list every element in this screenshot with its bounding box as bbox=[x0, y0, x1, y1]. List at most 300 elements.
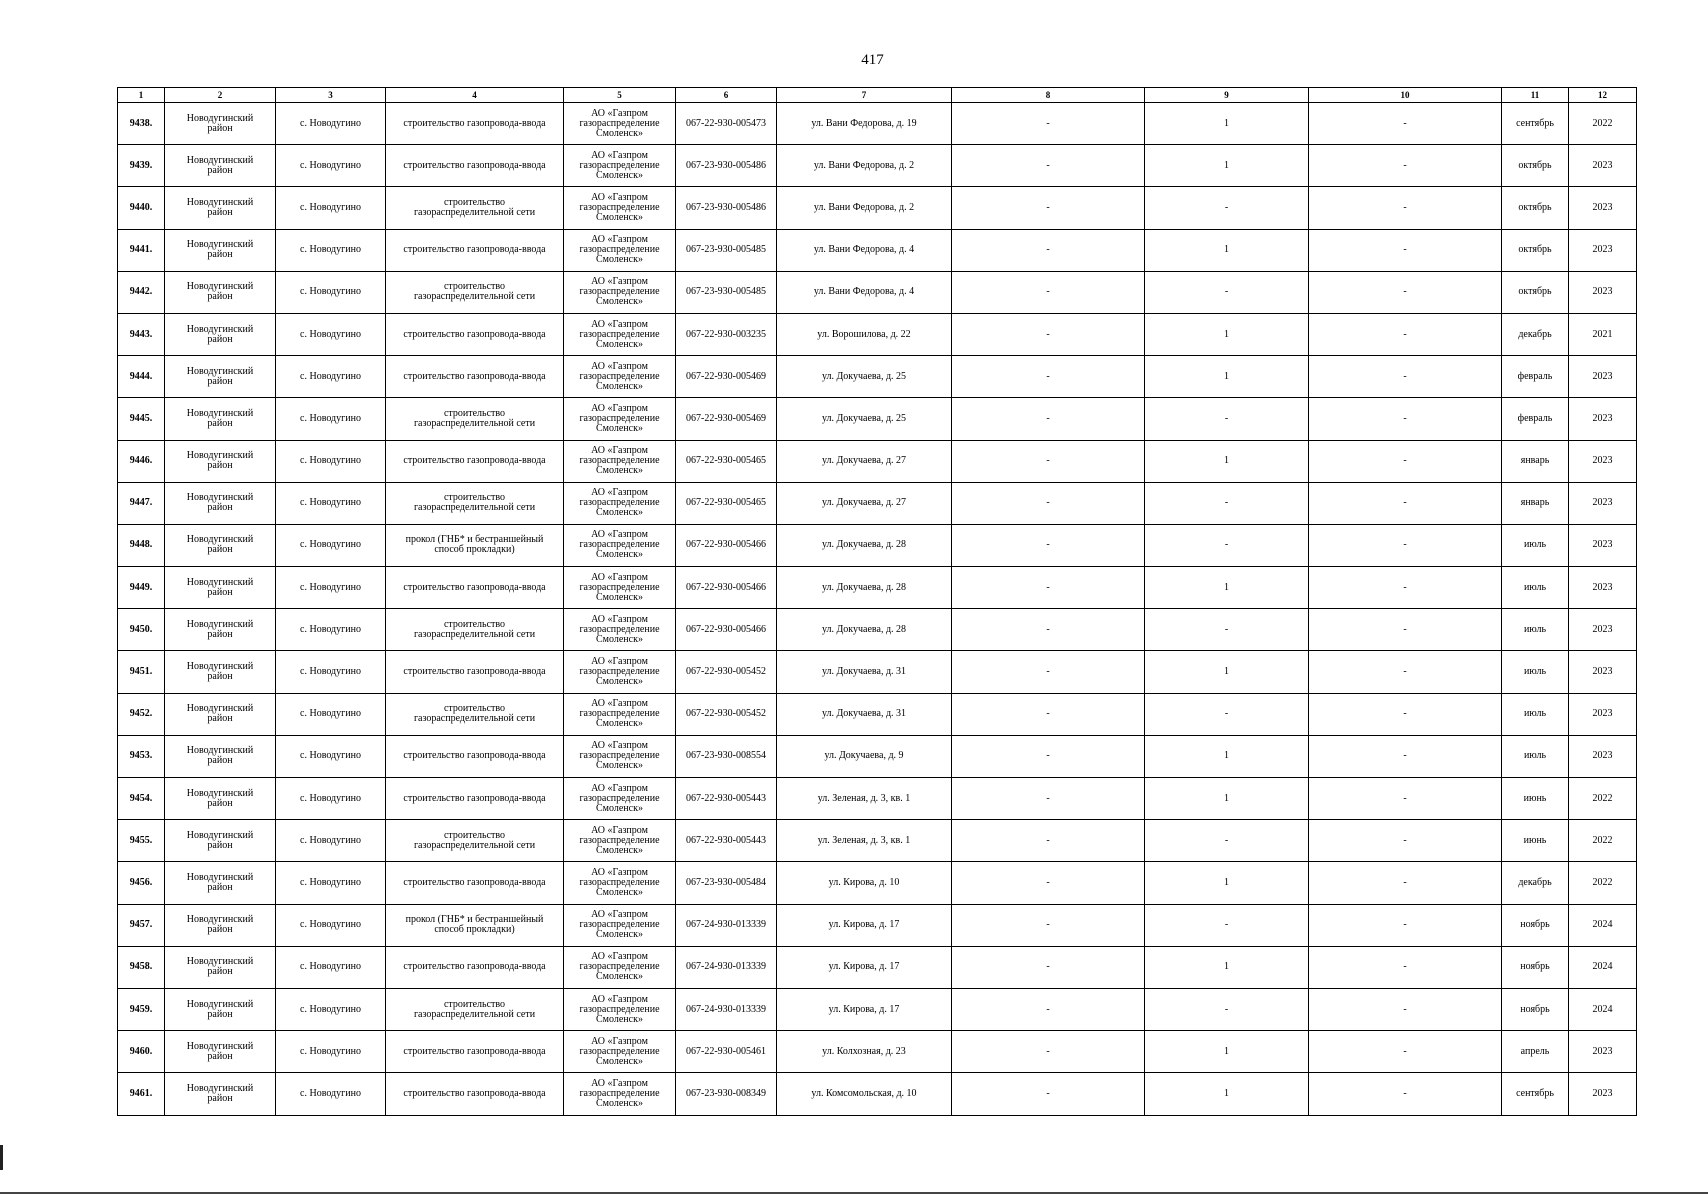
column-9-cell: - bbox=[1145, 693, 1309, 735]
work-type-cell bbox=[386, 567, 564, 609]
district-cell-line: Новодугинский bbox=[186, 407, 254, 419]
column-8-cell: - bbox=[952, 356, 1145, 398]
address-cell: ул. Вани Федорова, д. 4 bbox=[777, 271, 952, 313]
work-type-cell-line: газораспределительной сети bbox=[413, 1008, 536, 1020]
table-row bbox=[118, 356, 1637, 398]
work-type-cell bbox=[386, 1031, 564, 1073]
district-cell-line: Новодугинский bbox=[186, 787, 254, 799]
district-cell-line: район bbox=[207, 755, 233, 767]
registration-code-cell: 067-24-930-013339 bbox=[676, 988, 777, 1030]
table-row bbox=[118, 271, 1637, 313]
year-cell: 2023 bbox=[1569, 271, 1637, 313]
registration-code-cell: 067-22-930-005466 bbox=[676, 524, 777, 566]
registration-code-cell: 067-22-930-005466 bbox=[676, 567, 777, 609]
year-cell: 2023 bbox=[1569, 524, 1637, 566]
table-row bbox=[118, 1073, 1637, 1115]
column-10-cell: - bbox=[1309, 145, 1502, 187]
work-type-cell-line: строительство газопровода-ввода bbox=[403, 244, 546, 256]
registration-code-cell: 067-23-930-005486 bbox=[676, 145, 777, 187]
address-cell: ул. Докучаева, д. 25 bbox=[777, 398, 952, 440]
year-cell: 2023 bbox=[1569, 1073, 1637, 1115]
organization-cell bbox=[564, 693, 676, 735]
table-row bbox=[118, 187, 1637, 229]
district-cell-line: район bbox=[207, 1008, 233, 1020]
column-9-cell: 1 bbox=[1145, 1031, 1309, 1073]
column-10-cell: - bbox=[1309, 440, 1502, 482]
month-cell: апрель bbox=[1502, 1031, 1569, 1073]
table-row bbox=[118, 778, 1637, 820]
row-number: 9459. bbox=[118, 988, 165, 1030]
organization-cell bbox=[564, 820, 676, 862]
organization-cell-line: Смоленск» bbox=[596, 1055, 643, 1067]
work-type-cell-line: строительство bbox=[443, 407, 506, 419]
registration-code-cell: 067-22-930-005461 bbox=[676, 1031, 777, 1073]
month-cell: октябрь bbox=[1502, 271, 1569, 313]
row-number: 9453. bbox=[118, 735, 165, 777]
year-cell: 2023 bbox=[1569, 356, 1637, 398]
address-cell: ул. Докучаева, д. 25 bbox=[777, 356, 952, 398]
column-9-cell: 1 bbox=[1145, 103, 1309, 145]
organization-cell-line: газораспределение bbox=[579, 1045, 660, 1057]
work-type-cell bbox=[386, 103, 564, 145]
column-8-cell: - bbox=[952, 187, 1145, 229]
year-cell: 2023 bbox=[1569, 187, 1637, 229]
locality-cell: с. Новодугино bbox=[276, 693, 386, 735]
work-type-cell bbox=[386, 1073, 564, 1115]
organization-cell-line: газораспределение bbox=[579, 876, 660, 888]
year-cell: 2024 bbox=[1569, 988, 1637, 1030]
column-9-cell: 1 bbox=[1145, 313, 1309, 355]
district-cell bbox=[165, 1073, 276, 1115]
column-header-9: 9 bbox=[1145, 88, 1309, 103]
column-header-10: 10 bbox=[1309, 88, 1502, 103]
organization-cell-line: газораспределение bbox=[579, 244, 660, 256]
organization-cell-line: газораспределение bbox=[579, 1087, 660, 1099]
month-cell: июль bbox=[1502, 524, 1569, 566]
column-10-cell: - bbox=[1309, 271, 1502, 313]
organization-cell-line: газораспределение bbox=[579, 497, 660, 509]
district-cell bbox=[165, 693, 276, 735]
year-cell: 2023 bbox=[1569, 145, 1637, 187]
address-cell: ул. Докучаева, д. 31 bbox=[777, 651, 952, 693]
work-type-cell-line: прокол (ГНБ* и бестраншейный bbox=[405, 914, 544, 926]
column-10-cell: - bbox=[1309, 946, 1502, 988]
organization-cell-line: Смоленск» bbox=[596, 802, 643, 814]
scan-mark bbox=[0, 1145, 3, 1170]
district-cell-line: Новодугинский bbox=[186, 239, 254, 251]
district-cell bbox=[165, 482, 276, 524]
row-number: 9445. bbox=[118, 398, 165, 440]
month-cell: январь bbox=[1502, 440, 1569, 482]
organization-cell bbox=[564, 609, 676, 651]
column-header-4: 4 bbox=[386, 88, 564, 103]
locality-cell: с. Новодугино bbox=[276, 271, 386, 313]
column-10-cell: - bbox=[1309, 187, 1502, 229]
column-9-cell: 1 bbox=[1145, 778, 1309, 820]
organization-cell-line: газораспределение bbox=[579, 539, 660, 551]
locality-cell: с. Новодугино bbox=[276, 1073, 386, 1115]
column-10-cell: - bbox=[1309, 693, 1502, 735]
column-8-cell: - bbox=[952, 778, 1145, 820]
work-type-cell-line: строительство газопровода-ввода bbox=[403, 876, 546, 888]
column-9-cell: - bbox=[1145, 187, 1309, 229]
locality-cell: с. Новодугино bbox=[276, 103, 386, 145]
organization-cell-line: АО «Газпром bbox=[591, 824, 648, 836]
registration-code-cell: 067-23-930-005485 bbox=[676, 271, 777, 313]
district-cell bbox=[165, 271, 276, 313]
work-type-cell bbox=[386, 271, 564, 313]
district-cell-line: район bbox=[207, 1092, 233, 1104]
organization-cell-line: АО «Газпром bbox=[591, 191, 648, 203]
column-header-5: 5 bbox=[564, 88, 676, 103]
work-type-cell-line: строительство bbox=[443, 829, 506, 841]
registration-code-cell: 067-22-930-005452 bbox=[676, 693, 777, 735]
column-header-7: 7 bbox=[777, 88, 952, 103]
district-cell-line: район bbox=[207, 797, 233, 809]
organization-cell-line: АО «Газпром bbox=[591, 487, 648, 499]
column-9-cell: 1 bbox=[1145, 862, 1309, 904]
district-cell-line: район bbox=[207, 628, 233, 640]
column-10-cell: - bbox=[1309, 313, 1502, 355]
organization-cell-line: газораспределение bbox=[579, 328, 660, 340]
district-cell bbox=[165, 103, 276, 145]
organization-cell bbox=[564, 1073, 676, 1115]
locality-cell: с. Новодугино bbox=[276, 946, 386, 988]
table-row bbox=[118, 609, 1637, 651]
work-type-cell-line: строительство газопровода-ввода bbox=[403, 961, 546, 973]
organization-cell bbox=[564, 1031, 676, 1073]
month-cell: июль bbox=[1502, 651, 1569, 693]
work-type-cell bbox=[386, 524, 564, 566]
column-8-cell: - bbox=[952, 1073, 1145, 1115]
locality-cell: с. Новодугино bbox=[276, 1031, 386, 1073]
organization-cell-line: Смоленск» bbox=[596, 1097, 643, 1109]
district-cell bbox=[165, 778, 276, 820]
organization-cell-line: газораспределение bbox=[579, 708, 660, 720]
organization-cell bbox=[564, 524, 676, 566]
organization-cell bbox=[564, 313, 676, 355]
table-row bbox=[118, 904, 1637, 946]
table-row bbox=[118, 693, 1637, 735]
column-9-cell: - bbox=[1145, 398, 1309, 440]
address-cell: ул. Ворошилова, д. 22 bbox=[777, 313, 952, 355]
column-9-cell: 1 bbox=[1145, 145, 1309, 187]
column-10-cell: - bbox=[1309, 820, 1502, 862]
work-type-cell-line: строительство газопровода-ввода bbox=[403, 117, 546, 129]
table-row bbox=[118, 567, 1637, 609]
table-row bbox=[118, 1031, 1637, 1073]
row-number: 9439. bbox=[118, 145, 165, 187]
work-type-cell bbox=[386, 145, 564, 187]
organization-cell-line: газораспределение bbox=[579, 834, 660, 846]
district-cell-line: район bbox=[207, 206, 233, 218]
district-cell bbox=[165, 145, 276, 187]
district-cell bbox=[165, 567, 276, 609]
year-cell: 2023 bbox=[1569, 609, 1637, 651]
district-cell-line: Новодугинский bbox=[186, 450, 254, 462]
organization-cell-line: Смоленск» bbox=[596, 549, 643, 561]
organization-cell-line: АО «Газпром bbox=[591, 1035, 648, 1047]
organization-cell-line: газораспределение bbox=[579, 961, 660, 973]
year-cell: 2024 bbox=[1569, 946, 1637, 988]
month-cell: сентябрь bbox=[1502, 1073, 1569, 1115]
work-type-cell-line: прокол (ГНБ* и бестраншейный bbox=[405, 534, 544, 546]
work-type-cell-line: строительство газопровода-ввода bbox=[403, 750, 546, 762]
organization-cell-line: газораспределение bbox=[579, 666, 660, 678]
district-cell bbox=[165, 1031, 276, 1073]
organization-cell bbox=[564, 946, 676, 988]
address-cell: ул. Докучаева, д. 27 bbox=[777, 482, 952, 524]
organization-cell-line: Смоленск» bbox=[596, 760, 643, 772]
work-type-cell-line: строительство газопровода-ввода bbox=[403, 792, 546, 804]
work-type-cell bbox=[386, 946, 564, 988]
district-cell bbox=[165, 988, 276, 1030]
table-row bbox=[118, 946, 1637, 988]
row-number: 9441. bbox=[118, 229, 165, 271]
column-8-cell: - bbox=[952, 398, 1145, 440]
organization-cell-line: газораспределение bbox=[579, 792, 660, 804]
organization-cell-line: газораспределение bbox=[579, 286, 660, 298]
organization-cell-line: газораспределение bbox=[579, 370, 660, 382]
work-type-cell-line: газораспределительной сети bbox=[413, 291, 536, 303]
work-type-cell-line: строительство bbox=[443, 618, 506, 630]
organization-cell-line: газораспределение bbox=[579, 750, 660, 762]
column-10-cell: - bbox=[1309, 862, 1502, 904]
column-number-row bbox=[118, 88, 1637, 103]
organization-cell bbox=[564, 735, 676, 777]
row-number: 9457. bbox=[118, 904, 165, 946]
work-type-cell bbox=[386, 988, 564, 1030]
work-type-cell bbox=[386, 482, 564, 524]
registration-code-cell: 067-22-930-005466 bbox=[676, 609, 777, 651]
address-cell: ул. Колхозная, д. 23 bbox=[777, 1031, 952, 1073]
organization-cell-line: Смоленск» bbox=[596, 254, 643, 266]
column-9-cell: 1 bbox=[1145, 229, 1309, 271]
row-number: 9446. bbox=[118, 440, 165, 482]
work-type-cell bbox=[386, 356, 564, 398]
locality-cell: с. Новодугино bbox=[276, 651, 386, 693]
row-number: 9460. bbox=[118, 1031, 165, 1073]
district-cell-line: Новодугинский bbox=[186, 703, 254, 715]
year-cell: 2022 bbox=[1569, 820, 1637, 862]
column-8-cell: - bbox=[952, 524, 1145, 566]
registration-code-cell: 067-22-930-005443 bbox=[676, 820, 777, 862]
registration-code-cell: 067-23-930-005486 bbox=[676, 187, 777, 229]
district-cell bbox=[165, 440, 276, 482]
row-number: 9458. bbox=[118, 946, 165, 988]
work-type-cell-line: строительство bbox=[443, 492, 506, 504]
work-type-cell bbox=[386, 904, 564, 946]
table-row bbox=[118, 440, 1637, 482]
organization-cell bbox=[564, 398, 676, 440]
district-cell-line: район bbox=[207, 375, 233, 387]
district-cell-line: Новодугинский bbox=[186, 998, 254, 1010]
organization-cell-line: АО «Газпром bbox=[591, 149, 648, 161]
work-type-cell bbox=[386, 398, 564, 440]
locality-cell: с. Новодугино bbox=[276, 229, 386, 271]
district-cell-line: Новодугинский bbox=[186, 576, 254, 588]
locality-cell: с. Новодугино bbox=[276, 988, 386, 1030]
district-cell-line: район bbox=[207, 881, 233, 893]
table-row bbox=[118, 862, 1637, 904]
column-8-cell: - bbox=[952, 651, 1145, 693]
district-cell-line: Новодугинский bbox=[186, 914, 254, 926]
column-9-cell: - bbox=[1145, 904, 1309, 946]
table-row bbox=[118, 524, 1637, 566]
organization-cell-line: Смоленск» bbox=[596, 886, 643, 898]
organization-cell-line: АО «Газпром bbox=[591, 1077, 648, 1089]
organization-cell-line: газораспределение bbox=[579, 412, 660, 424]
column-9-cell: - bbox=[1145, 524, 1309, 566]
month-cell: июнь bbox=[1502, 820, 1569, 862]
address-cell: ул. Вани Федорова, д. 2 bbox=[777, 187, 952, 229]
locality-cell: с. Новодугино bbox=[276, 440, 386, 482]
column-8-cell: - bbox=[952, 567, 1145, 609]
column-9-cell: 1 bbox=[1145, 567, 1309, 609]
month-cell: февраль bbox=[1502, 356, 1569, 398]
district-cell-line: район bbox=[207, 502, 233, 514]
year-cell: 2022 bbox=[1569, 778, 1637, 820]
work-type-cell bbox=[386, 313, 564, 355]
address-cell: ул. Вани Федорова, д. 2 bbox=[777, 145, 952, 187]
page-number: 417 bbox=[861, 52, 884, 68]
column-10-cell: - bbox=[1309, 735, 1502, 777]
column-9-cell: 1 bbox=[1145, 651, 1309, 693]
year-cell: 2023 bbox=[1569, 229, 1637, 271]
row-number: 9448. bbox=[118, 524, 165, 566]
column-8-cell: - bbox=[952, 145, 1145, 187]
district-cell-line: Новодугинский bbox=[186, 492, 254, 504]
work-type-cell-line: строительство bbox=[443, 196, 506, 208]
locality-cell: с. Новодугино bbox=[276, 145, 386, 187]
organization-cell-line: Смоленск» bbox=[596, 296, 643, 308]
organization-cell-line: АО «Газпром bbox=[591, 951, 648, 963]
organization-cell-line: АО «Газпром bbox=[591, 107, 648, 119]
work-type-cell-line: газораспределительной сети bbox=[413, 628, 536, 640]
column-8-cell: - bbox=[952, 735, 1145, 777]
column-10-cell: - bbox=[1309, 524, 1502, 566]
organization-cell-line: АО «Газпром bbox=[591, 782, 648, 794]
column-9-cell: - bbox=[1145, 271, 1309, 313]
column-header-11: 11 bbox=[1502, 88, 1569, 103]
work-type-cell-line: газораспределительной сети bbox=[413, 713, 536, 725]
district-cell-line: район bbox=[207, 291, 233, 303]
address-cell: ул. Комсомольская, д. 10 bbox=[777, 1073, 952, 1115]
organization-cell bbox=[564, 988, 676, 1030]
district-cell bbox=[165, 946, 276, 988]
locality-cell: с. Новодугино bbox=[276, 524, 386, 566]
registry-table bbox=[117, 87, 1637, 1116]
organization-cell-line: Смоленск» bbox=[596, 465, 643, 477]
month-cell: октябрь bbox=[1502, 187, 1569, 229]
column-9-cell: - bbox=[1145, 988, 1309, 1030]
table-row bbox=[118, 651, 1637, 693]
work-type-cell bbox=[386, 187, 564, 229]
year-cell: 2023 bbox=[1569, 693, 1637, 735]
registration-code-cell: 067-22-930-005465 bbox=[676, 440, 777, 482]
column-9-cell: - bbox=[1145, 820, 1309, 862]
registration-code-cell: 067-22-930-005452 bbox=[676, 651, 777, 693]
organization-cell-line: АО «Газпром bbox=[591, 909, 648, 921]
organization-cell bbox=[564, 440, 676, 482]
month-cell: июль bbox=[1502, 735, 1569, 777]
organization-cell-line: АО «Газпром bbox=[591, 529, 648, 541]
organization-cell-line: газораспределение bbox=[579, 117, 660, 129]
table-row bbox=[118, 145, 1637, 187]
organization-cell-line: Смоленск» bbox=[596, 591, 643, 603]
district-cell-line: район bbox=[207, 713, 233, 725]
table-row bbox=[118, 820, 1637, 862]
organization-cell-line: АО «Газпром bbox=[591, 234, 648, 246]
locality-cell: с. Новодугино bbox=[276, 356, 386, 398]
column-8-cell: - bbox=[952, 862, 1145, 904]
row-number: 9443. bbox=[118, 313, 165, 355]
locality-cell: с. Новодугино bbox=[276, 482, 386, 524]
organization-cell-line: газораспределение bbox=[579, 159, 660, 171]
column-9-cell: 1 bbox=[1145, 735, 1309, 777]
month-cell: декабрь bbox=[1502, 862, 1569, 904]
row-number: 9449. bbox=[118, 567, 165, 609]
work-type-cell-line: строительство газопровода-ввода bbox=[403, 666, 546, 678]
work-type-cell-line: строительство газопровода-ввода bbox=[403, 455, 546, 467]
district-cell bbox=[165, 229, 276, 271]
table-row bbox=[118, 735, 1637, 777]
row-number: 9447. bbox=[118, 482, 165, 524]
locality-cell: с. Новодугино bbox=[276, 187, 386, 229]
district-cell-line: район bbox=[207, 122, 233, 134]
work-type-cell-line: газораспределительной сети bbox=[413, 417, 536, 429]
month-cell: октябрь bbox=[1502, 145, 1569, 187]
table-row bbox=[118, 398, 1637, 440]
work-type-cell-line: строительство газопровода-ввода bbox=[403, 370, 546, 382]
organization-cell bbox=[564, 103, 676, 145]
work-type-cell-line: газораспределительной сети bbox=[413, 502, 536, 514]
column-10-cell: - bbox=[1309, 398, 1502, 440]
district-cell-line: Новодугинский bbox=[186, 871, 254, 883]
year-cell: 2023 bbox=[1569, 482, 1637, 524]
locality-cell: с. Новодугино bbox=[276, 820, 386, 862]
district-cell bbox=[165, 651, 276, 693]
column-9-cell: 1 bbox=[1145, 1073, 1309, 1115]
row-number: 9455. bbox=[118, 820, 165, 862]
month-cell: ноябрь bbox=[1502, 946, 1569, 988]
address-cell: ул. Докучаева, д. 28 bbox=[777, 609, 952, 651]
column-10-cell: - bbox=[1309, 356, 1502, 398]
row-number: 9461. bbox=[118, 1073, 165, 1115]
column-8-cell: - bbox=[952, 440, 1145, 482]
scan-edge-line bbox=[0, 1192, 1708, 1194]
column-8-cell: - bbox=[952, 820, 1145, 862]
row-number: 9438. bbox=[118, 103, 165, 145]
district-cell-line: район bbox=[207, 164, 233, 176]
column-10-cell: - bbox=[1309, 988, 1502, 1030]
month-cell: декабрь bbox=[1502, 313, 1569, 355]
registration-code-cell: 067-23-930-008554 bbox=[676, 735, 777, 777]
district-cell-line: район bbox=[207, 966, 233, 978]
row-number: 9452. bbox=[118, 693, 165, 735]
registration-code-cell: 067-24-930-013339 bbox=[676, 946, 777, 988]
column-10-cell: - bbox=[1309, 609, 1502, 651]
column-10-cell: - bbox=[1309, 1031, 1502, 1073]
table-row bbox=[118, 482, 1637, 524]
address-cell: ул. Кирова, д. 17 bbox=[777, 946, 952, 988]
registration-code-cell: 067-23-930-005485 bbox=[676, 229, 777, 271]
district-cell-line: район bbox=[207, 333, 233, 345]
district-cell-line: Новодугинский bbox=[186, 323, 254, 335]
column-10-cell: - bbox=[1309, 229, 1502, 271]
address-cell: ул. Зеленая, д. 3, кв. 1 bbox=[777, 820, 952, 862]
organization-cell-line: Смоленск» bbox=[596, 169, 643, 181]
